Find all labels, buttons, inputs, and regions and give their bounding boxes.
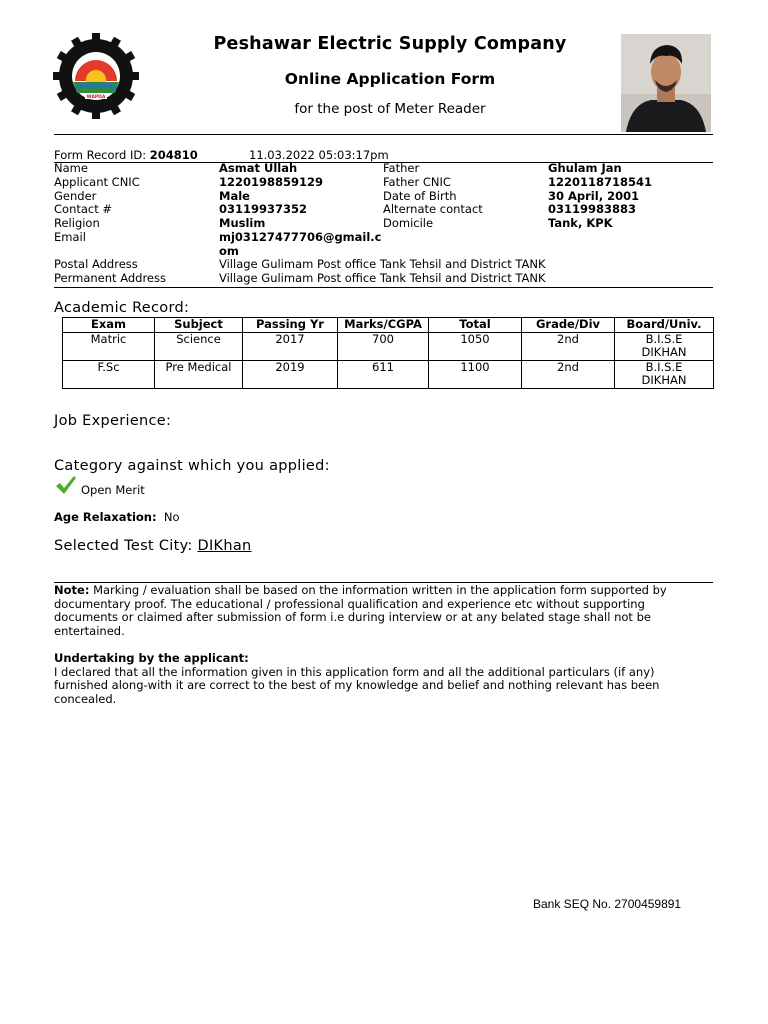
email-line-1: mj03127477706@gmail.c <box>219 230 382 244</box>
cell-marks: 611 <box>338 360 429 388</box>
note-label: Note: <box>54 583 90 597</box>
col-passing-yr: Passing Yr <box>243 318 338 333</box>
col-exam: Exam <box>63 318 155 333</box>
test-city-label: Selected Test City: <box>54 538 193 554</box>
cell-subject: Pre Medical <box>155 360 243 388</box>
alt-contact-label: Alternate contact <box>383 202 483 216</box>
col-subject: Subject <box>155 318 243 333</box>
contact-value: 03119937352 <box>219 202 308 216</box>
table-row <box>63 360 714 388</box>
record-id: 204810 <box>149 148 198 162</box>
pesco-logo <box>53 33 139 119</box>
note-paragraph <box>54 584 694 638</box>
academic-title: Academic Record: <box>54 300 190 316</box>
father-value: Ghulam Jan <box>548 161 622 175</box>
category-title: Category against which you applied: <box>54 458 330 474</box>
email-line-2: om <box>219 243 239 258</box>
age-label: Age Relaxation: <box>54 510 157 524</box>
form-record-line <box>54 148 198 162</box>
record-label: Form Record ID: <box>54 148 147 162</box>
cell-marks: 700 <box>338 332 429 360</box>
cell-board <box>615 360 714 388</box>
table-row <box>63 332 714 360</box>
note-block <box>54 584 694 706</box>
postal-label: Postal Address <box>54 257 138 271</box>
cell-exam: Matric <box>63 332 155 360</box>
board-line-2: DIKHAN <box>641 345 687 359</box>
domicile-label: Domicile <box>383 216 434 230</box>
cell-board <box>615 332 714 360</box>
form-title: Online Application Form <box>284 70 496 88</box>
gender-label: Gender <box>54 189 97 203</box>
cell-total: 1050 <box>429 332 522 360</box>
pesco-wapda-gear-logo-icon <box>53 33 139 119</box>
cnic-label: Applicant CNIC <box>54 175 140 189</box>
board-line-1: B.I.S.E <box>645 359 683 374</box>
academic-header-row <box>63 318 714 333</box>
email-value <box>219 231 382 258</box>
gender-value: Male <box>219 189 250 203</box>
cell-grade: 2nd <box>522 332 615 360</box>
applicant-photo-icon <box>621 34 711 132</box>
religion-value: Muslim <box>219 216 266 230</box>
category-item: Open Merit <box>81 483 145 497</box>
academic-table <box>62 317 714 389</box>
record-datetime: 11.03.2022 05:03:17pm <box>249 148 389 162</box>
cell-subject: Science <box>155 332 243 360</box>
bank-seq: Bank SEQ No. 2700459891 <box>533 897 682 911</box>
father-cnic-label: Father CNIC <box>383 175 451 189</box>
age-relaxation <box>54 510 180 524</box>
cell-passing-yr: 2019 <box>243 360 338 388</box>
alt-contact-value: 03119983883 <box>548 202 637 216</box>
cell-grade: 2nd <box>522 360 615 388</box>
cell-passing-yr: 2017 <box>243 332 338 360</box>
age-value: No <box>163 510 180 524</box>
undertaking-text: I declared that all the information given in this application form and all the additional particulars (if any) furnished along-with it are correct to the best of my knowledge and belief and nothing relevant has been concealed. <box>54 664 660 706</box>
company-title: Peshawar Electric Supply Company <box>213 34 567 54</box>
cnic-value: 1220198859129 <box>219 175 324 189</box>
cell-total: 1100 <box>429 360 522 388</box>
col-grade: Grade/Div <box>522 318 615 333</box>
applicant-photo <box>621 34 711 132</box>
board-line-1: B.I.S.E <box>645 331 683 346</box>
dob-value: 30 April, 2001 <box>548 189 640 203</box>
col-marks: Marks/CGPA <box>338 318 429 333</box>
job-experience-title: Job Experience: <box>54 413 172 429</box>
col-board: Board/Univ. <box>615 318 714 333</box>
green-check-icon <box>55 475 77 495</box>
svg-text:WAPDA: WAPDA <box>86 95 106 100</box>
board-line-2: DIKHAN <box>641 373 687 387</box>
dob-label: Date of Birth <box>383 189 457 203</box>
email-label: Email <box>54 230 86 244</box>
name-label: Name <box>54 161 88 175</box>
contact-label: Contact # <box>54 202 113 216</box>
father-label: Father <box>383 161 420 175</box>
header-divider <box>54 134 713 135</box>
name-value: Asmat Ullah <box>219 161 298 175</box>
undertaking-title: Undertaking by the applicant: <box>54 650 249 665</box>
postal-value: Village Gulimam Post office Tank Tehsil and District TANK <box>219 257 546 271</box>
domicile-value: Tank, KPK <box>548 216 613 230</box>
col-total: Total <box>429 318 522 333</box>
permanent-value: Village Gulimam Post office Tank Tehsil and District TANK <box>219 271 546 285</box>
test-city <box>54 538 252 554</box>
personal-divider <box>54 287 713 288</box>
test-city-value: DIKhan <box>197 538 252 554</box>
cell-exam: F.Sc <box>63 360 155 388</box>
father-cnic-value: 1220118718541 <box>548 175 653 189</box>
post-subtitle: for the post of Meter Reader <box>294 101 486 117</box>
permanent-label: Permanent Address <box>54 271 166 285</box>
note-text: Marking / evaluation shall be based on the information written in the application form supported by documentary proof. The educational / professional qualification and experience etc without supporting documents or claimed after submission of form i.e during interview or at any belated stage shall not be entertained. <box>54 583 667 638</box>
religion-label: Religion <box>54 216 100 230</box>
